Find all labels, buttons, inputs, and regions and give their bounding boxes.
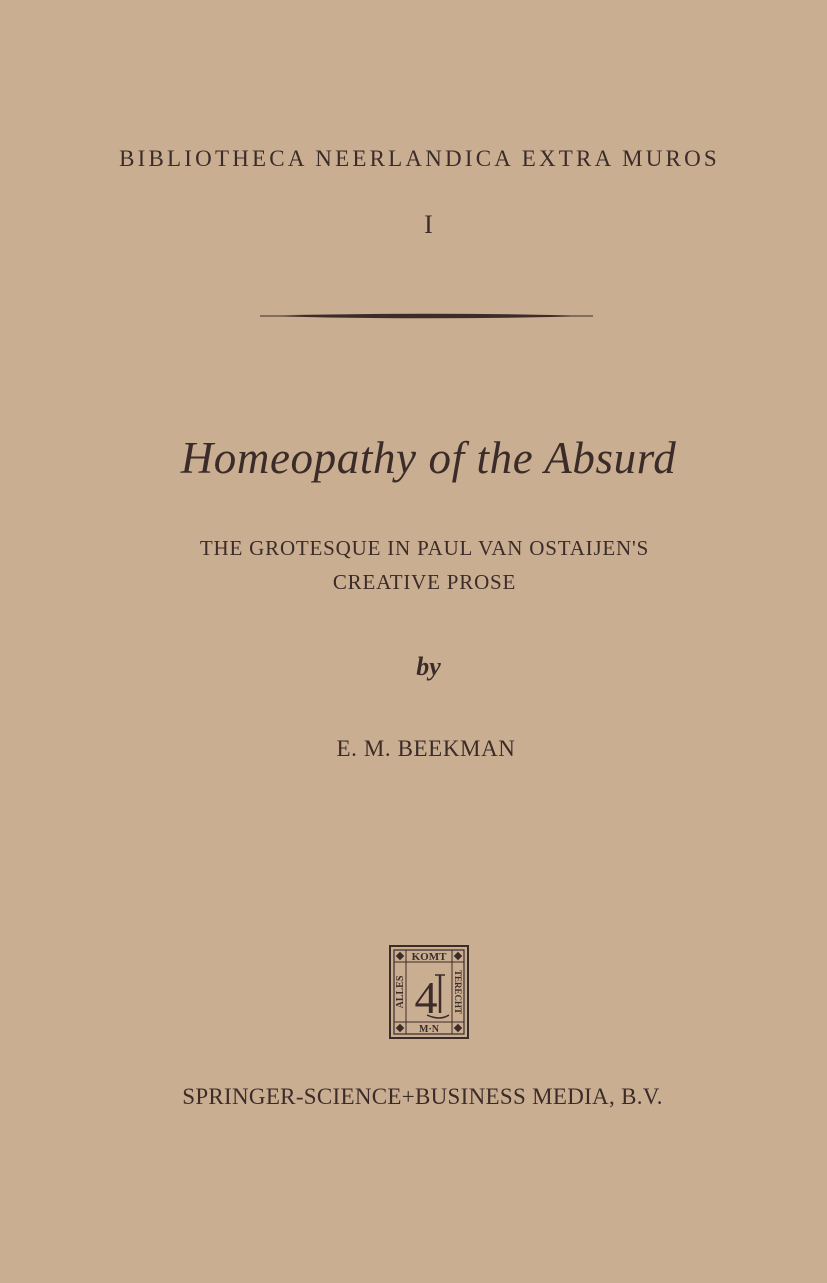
emblem-right-text: TERECHT (453, 969, 463, 1015)
by-label: by (416, 652, 441, 681)
subtitle-line-1: THE GROTESQUE IN PAUL VAN OSTAIJEN'S (199, 536, 650, 560)
emblem-left-text: ALLES (395, 975, 406, 1009)
emblem-bottom-text: M·N (419, 1024, 439, 1035)
emblem-center-text: 4 (414, 972, 438, 1023)
book-title: Homeopathy of the Absurd (180, 433, 677, 483)
volume-number: I (424, 210, 433, 239)
decorative-rule (260, 310, 593, 322)
series-title: BIBLIOTHECA NEERLANDICA EXTRA MUROS (119, 146, 720, 171)
author-name: E. M. BEEKMAN (336, 736, 516, 761)
emblem-top-text: KOMT (411, 951, 447, 963)
publisher-emblem (389, 945, 469, 1039)
publisher-name: SPRINGER-SCIENCE+BUSINESS MEDIA, B.V. (182, 1084, 663, 1109)
subtitle-line-2: CREATIVE PROSE (332, 570, 517, 594)
